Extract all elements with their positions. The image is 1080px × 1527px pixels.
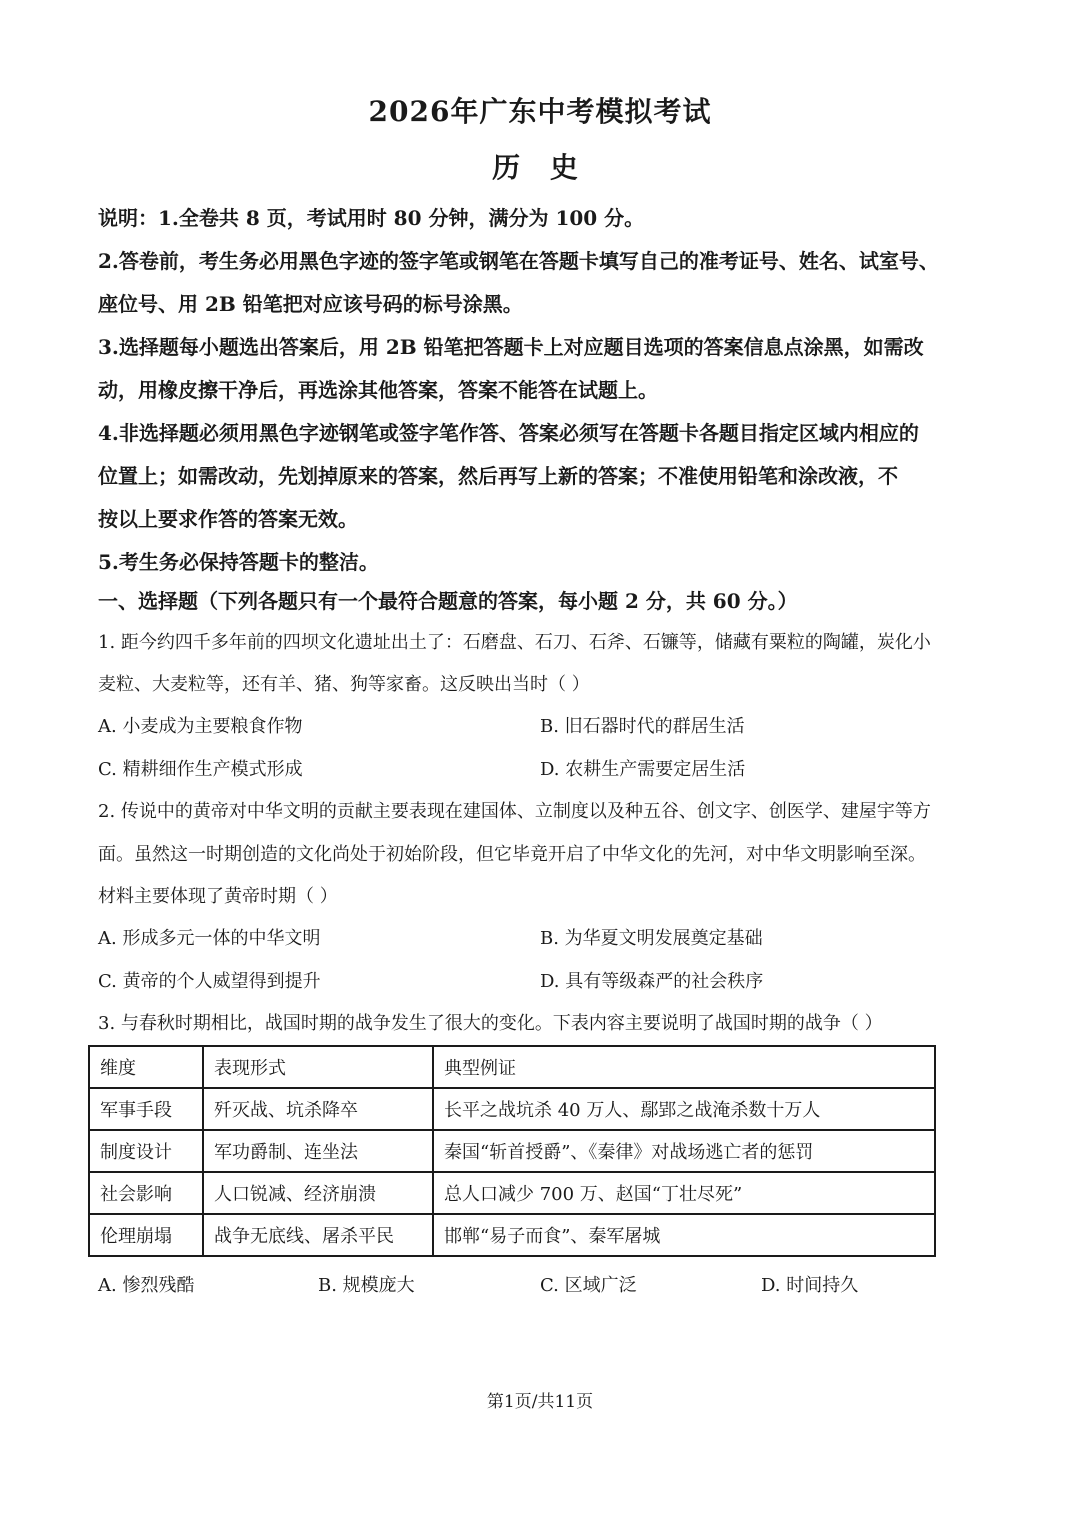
question-3-option-b: B. 规模庞大 [318,1275,415,1296]
table-cell: 人口锐减、经济崩溃 [203,1172,433,1214]
question-1-option-c: C. 精耕细作生产模式形成 [98,759,303,780]
question-2-stem-line-2: 面。虽然这一时期创造的文化尚处于初始阶段，但它毕竟开启了中华文化的先河，对中华文明影响至深。 [98,844,926,865]
question-2-option-d: D. 具有等级森严的社会秩序 [540,971,764,992]
question-1-option-b: B. 旧石器时代的群居生活 [540,716,745,737]
table-cell: 伦理崩塌 [89,1214,203,1256]
note-1: 说明：1.全卷共 8 页，考试用时 80 分钟，满分为 100 分。 [98,206,645,230]
question-1-option-a: A. 小麦成为主要粮食作物 [98,716,303,737]
question-2-option-b: B. 为华夏文明发展奠定基础 [540,928,763,949]
question-2-option-c: C. 黄帝的个人威望得到提升 [98,971,321,992]
table-cell: 长平之战坑杀 40 万人、鄢郢之战淹杀数十万人 [433,1088,935,1130]
table-row [89,1088,935,1130]
question-1-option-d: D. 农耕生产需要定居生活 [540,759,746,780]
table-cell: 制度设计 [89,1130,203,1172]
note-4-line-3: 按以上要求作答的答案无效。 [98,507,358,531]
table-row [89,1172,935,1214]
note-3-line-2: 动，用橡皮擦干净后，再选涂其他答案，答案不能答在试题上。 [98,378,658,402]
exam-title: 2026年广东中考模拟考试 [368,95,712,128]
question-3-option-c: C. 区域广泛 [540,1275,637,1296]
table-header-cell: 表现形式 [203,1046,433,1088]
note-3-line-1: 3.选择题每小题选出答案后，用 2B 铅笔把答题卡上对应题目选项的答案信息点涂黑，如需改 [98,335,924,359]
note-5: 5.考生务必保持答题卡的整洁。 [98,550,379,574]
note-2-line-2: 座位号、用 2B 铅笔把对应该号码的标号涂黑。 [98,292,523,316]
table-cell: 歼灭战、坑杀降卒 [203,1088,433,1130]
table-cell: 军事手段 [89,1088,203,1130]
note-4-line-1: 4.非选择题必须用黑色字迹钢笔或签字笔作答、答案必须写在答题卡各题目指定区域内相应的 [98,421,919,445]
note-4-line-2: 位置上；如需改动，先划掉原来的答案，然后再写上新的答案；不准使用铅笔和涂改液，不 [98,464,898,488]
table-header-cell: 维度 [89,1046,203,1088]
table-cell: 战争无底线、屠杀平民 [203,1214,433,1256]
table-header-cell: 典型例证 [433,1046,935,1088]
table-cell: 邯郸“易子而食”、秦军屠城 [433,1214,935,1256]
question-3-option-a: A. 惨烈残酷 [98,1275,195,1296]
section-heading: 一、选择题（下列各题只有一个最符合题意的答案，每小题 2 分，共 60 分。） [98,589,798,613]
table-cell: 总人口减少 700 万、赵国“丁壮尽死” [433,1172,935,1214]
page-number: 第1页/共11页 [486,1392,594,1412]
table-row [89,1214,935,1256]
question-2-stem-line-1: 2. 传说中的黄帝对中华文明的贡献主要表现在建国体、立制度以及种五谷、创文字、创医学、建屋宇等方 [98,801,931,822]
question-1-stem-line-2: 麦粒、大麦粒等，还有羊、猪、狗等家畜。这反映出当时（ ） [98,674,590,695]
note-2-line-1: 2.答卷前，考生务必用黑色字迹的签字笔或钢笔在答题卡填写自己的准考证号、姓名、试室号、 [98,249,939,273]
question-2-stem-line-3: 材料主要体现了黄帝时期（ ） [98,886,338,907]
question-3-option-d: D. 时间持久 [761,1275,859,1296]
table-cell: 秦国“斩首授爵”、《秦律》对战场逃亡者的惩罚 [433,1130,935,1172]
table-header-row [89,1046,935,1088]
table-row [89,1130,935,1172]
question-3-stem: 3. 与春秋时期相比，战国时期的战争发生了很大的变化。下表内容主要说明了战国时期的战争（ ） [98,1013,883,1034]
table-cell: 社会影响 [89,1172,203,1214]
question-2-option-a: A. 形成多元一体的中华文明 [98,928,321,949]
subject-title: 历 史 [492,151,588,184]
question-3-table [88,1045,936,1257]
question-1-stem-line-1: 1. 距今约四千多年前的四坝文化遗址出土了：石磨盘、石刀、石斧、石镰等，储藏有粟粒的陶罐，炭化小 [98,632,931,653]
table-cell: 军功爵制、连坐法 [203,1130,433,1172]
